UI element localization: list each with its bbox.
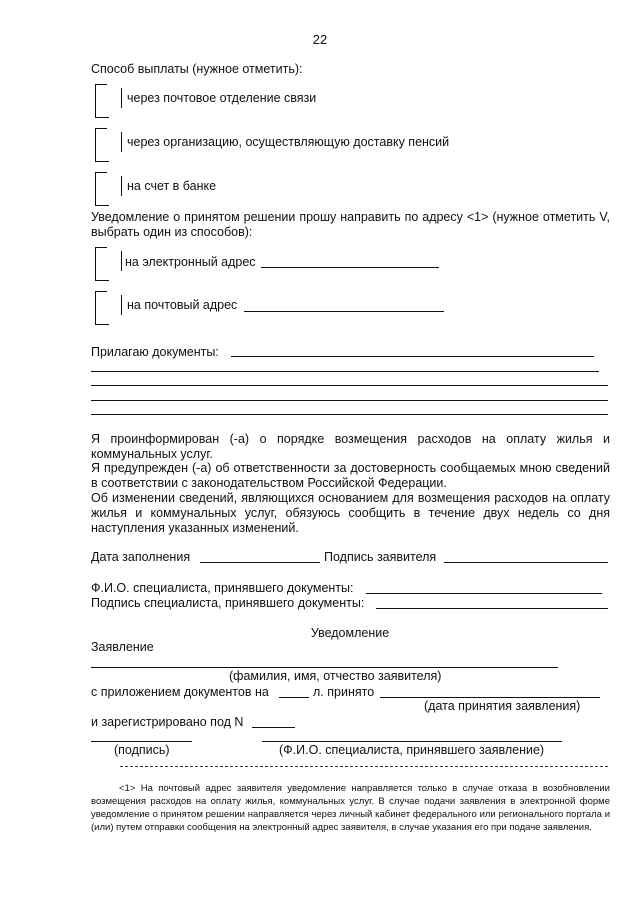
pages-count-line[interactable] <box>279 697 309 698</box>
attachments-line-4[interactable] <box>91 400 608 401</box>
receipt-statement-label: Заявление <box>91 640 154 654</box>
acceptance-date-caption: (дата принятия заявления) <box>424 699 581 713</box>
applicant-name-line[interactable] <box>91 667 558 668</box>
email-field-line[interactable] <box>261 267 439 268</box>
signature-line[interactable] <box>91 741 192 742</box>
registered-label: и зарегистрировано под N <box>91 715 244 729</box>
cut-line <box>120 766 608 767</box>
registration-number-line[interactable] <box>252 727 295 728</box>
fill-date-label: Дата заполнения <box>91 550 191 564</box>
with-docs-prefix: с приложением документов на <box>91 685 269 699</box>
specialist-fio-line[interactable] <box>262 741 562 742</box>
specialist-signature-line[interactable] <box>376 608 608 609</box>
acceptance-date-line[interactable] <box>380 697 600 698</box>
checkbox-postal[interactable] <box>95 291 121 325</box>
attachments-label: Прилагаю документы: <box>91 345 219 359</box>
postal-field-line[interactable] <box>244 311 444 312</box>
checkbox-post-office[interactable] <box>95 84 121 118</box>
attachments-line-1[interactable] <box>231 356 594 357</box>
statement-warned: Я предупрежден (-а) об ответственности за достоверность сообщаемых мною сведений в соответствии с законодательством Российской Федерации. <box>91 461 610 490</box>
applicant-signature-label: Подпись заявителя <box>324 550 437 564</box>
payment-option-delivery-org: через организацию, осуществляющую доставку пенсий <box>127 135 450 149</box>
statement-informed: Я проинформирован (-а) о порядке возмещения расходов на оплату жилья и коммунальных услуг. <box>91 432 610 461</box>
fill-date-line[interactable] <box>200 562 320 563</box>
specialist-signature-label: Подпись специалиста, принявшего документы: <box>91 596 365 610</box>
checkbox-delivery-org[interactable] <box>95 128 121 162</box>
statement-obligation: Об изменении сведений, являющихся основанием для возмещения расходов на оплату жилья и коммунальных услуг, обязуюсь сообщить в течение двух недель со дня наступления указанных изменений. <box>91 491 610 535</box>
payment-option-bank-account: на счет в банке <box>127 179 217 193</box>
receipt-title: Уведомление <box>310 626 390 640</box>
with-docs-suffix: л. принято <box>313 685 375 699</box>
payment-option-post-office: через почтовое отделение связи <box>127 91 317 105</box>
checkbox-email[interactable] <box>95 247 121 281</box>
page-number: 22 <box>312 32 328 47</box>
footnote: <1> На почтовый адрес заявителя уведомление направляется только в случае отказа в возобновлении возмещения расходов на оплату жилья, коммунальных услуг. В случае подачи заявления в электронной форме уведомление о принятом решении направляется через личный кабинет федерального или регионального портала и (или) путем отправки сообщения на электронный адрес заявителя, в случае указания его при подаче заявления. <box>91 783 610 833</box>
applicant-name-caption: (фамилия, имя, отчество заявителя) <box>229 669 442 683</box>
notification-option-postal: на почтовый адрес <box>127 298 238 312</box>
notification-option-email: на электронный адрес <box>125 255 256 269</box>
attachments-line-5[interactable] <box>91 414 608 415</box>
attachments-line-2[interactable] <box>91 371 599 372</box>
specialist-name-line[interactable] <box>366 593 602 594</box>
payment-method-heading: Способ выплаты (нужное отметить): <box>91 62 303 76</box>
specialist-fio-caption: (Ф.И.О. специалиста, принявшего заявление) <box>279 743 545 757</box>
notification-heading: Уведомление о принятом решении прошу направить по адресу <1> (нужное отметить V, выбрать один из способов): <box>91 210 610 239</box>
checkbox-bank-account[interactable] <box>95 172 121 206</box>
signature-caption: (подпись) <box>114 743 170 757</box>
applicant-signature-line[interactable] <box>444 562 608 563</box>
attachments-line-3[interactable] <box>91 385 608 386</box>
specialist-name-label: Ф.И.О. специалиста, принявшего документы: <box>91 581 354 595</box>
